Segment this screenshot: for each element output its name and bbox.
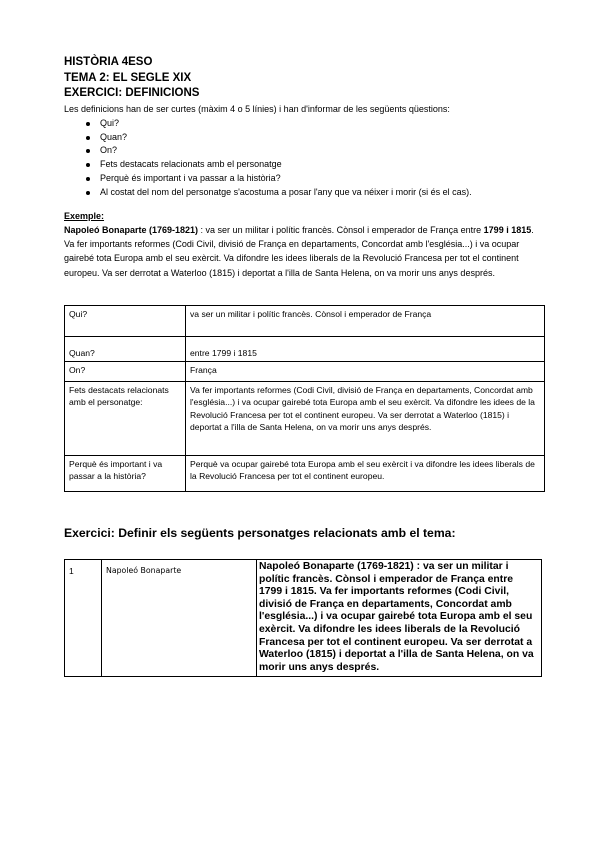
question-cell: Perquè és important i va passar a la història? <box>65 456 186 492</box>
question-cell: Qui? <box>65 306 186 337</box>
document-header <box>64 55 199 102</box>
table-row <box>65 337 545 362</box>
list-item: Qui? <box>86 117 472 131</box>
bullet-icon <box>86 163 90 167</box>
character-name: Napoleó Bonaparte <box>102 560 257 677</box>
example-paragraph: Napoleó Bonaparte (1769-1821) : va ser un militar i polític francès. Cònsol i emperador de França entre 1799 i 1815. Va fer importants reformes (Codi Civil, divisió de França en departaments, Concordat amb l'església...) i va ocupar gairebé tota Europa amb el seu exèrcit. Va difondre les idees liberals de la Revolució Francesa per tot el continent europeu. Va ser derrotat a Waterloo (1815) i deportat a l'illa de Santa Helena, on va morir uns anys després. <box>64 225 534 278</box>
answer-cell: Perquè va ocupar gairebé tota Europa amb el seu exèrcit i va difondre les idees liberals de la Revolució Francesa per tot el continent europeu. <box>186 456 545 492</box>
row-number: 1 <box>65 560 102 677</box>
list-item: Perquè és important i va passar a la història? <box>86 172 472 186</box>
answer-cell: va ser un militar i polític francès. Cònsol i emperador de França <box>186 306 545 337</box>
answer-cell: entre 1799 i 1815 <box>186 337 545 362</box>
bullet-icon <box>86 149 90 153</box>
example-table <box>64 305 545 492</box>
table-row <box>65 306 545 337</box>
topic-title: TEMA 2: EL SEGLE XIX <box>64 71 192 84</box>
example-name: Napoleó Bonaparte (1769-1821) <box>64 225 199 235</box>
example-years: 1799 i 1815 <box>483 225 532 235</box>
table-row <box>65 456 545 492</box>
question-cell: Fets destacats relacionats amb el personatge: <box>65 382 186 456</box>
table-row <box>65 560 542 677</box>
bullet-icon <box>86 177 90 181</box>
bullet-icon <box>86 191 90 195</box>
exercise-title: EXERCICI: DEFINICIONS <box>64 87 200 99</box>
list-item: Quan? <box>86 131 472 145</box>
question-cell: On? <box>65 362 186 382</box>
bullet-icon <box>86 122 90 126</box>
table-row <box>65 362 545 382</box>
subject-title: HISTÒRIA 4ESO <box>64 56 153 68</box>
list-item: Al costat del nom del personatge s'acostuma a posar l'any que va néixer i morir (si és el cas). <box>86 186 472 200</box>
exercise-table <box>64 559 542 677</box>
character-definition: Napoleó Bonaparte (1769-1821) : va ser un militar i polític francès. Cònsol i emperador de França entre 1799 i 1815. Va fer importants reformes (Codi Civil, divisió de França en departaments, Concordat amb l'església...) i va ocupar gairebé tota Europa amb el seu exèrcit. Va difondre les idees liberals de la Revolució Francesa per tot el continent europeu. Va ser derrotat a Waterloo (1815) i deportat a l'illa de Santa Helena, on va morir uns anys després. <box>257 560 542 677</box>
example-label: Exemple: <box>64 211 105 221</box>
list-item: On? <box>86 144 472 158</box>
table-row <box>65 382 545 456</box>
answer-cell: Va fer importants reformes (Codi Civil, divisió de França en departaments, Concordat amb l'església...) i va ocupar gairebé tota Europa amb el seu exèrcit. Va difondre les idees de la Revolució Francesa per tot el continent europeu. Va ser derrotat a Waterloo (1815) i deportat a l'illa de Santa Helena, on va morir uns anys després. <box>186 382 545 456</box>
instructions-text: Les definicions han de ser curtes (màxim 4 o 5 línies) i han d'informar de les següents qüestions: <box>64 104 450 114</box>
answer-cell: França <box>186 362 545 382</box>
question-cell: Quan? <box>65 337 186 362</box>
exercise-heading: Exercici: Definir els següents personatges relacionats amb el tema: <box>64 526 456 540</box>
list-item: Fets destacats relacionats amb el personatge <box>86 158 472 172</box>
questions-list <box>86 117 472 199</box>
bullet-icon <box>86 136 90 140</box>
